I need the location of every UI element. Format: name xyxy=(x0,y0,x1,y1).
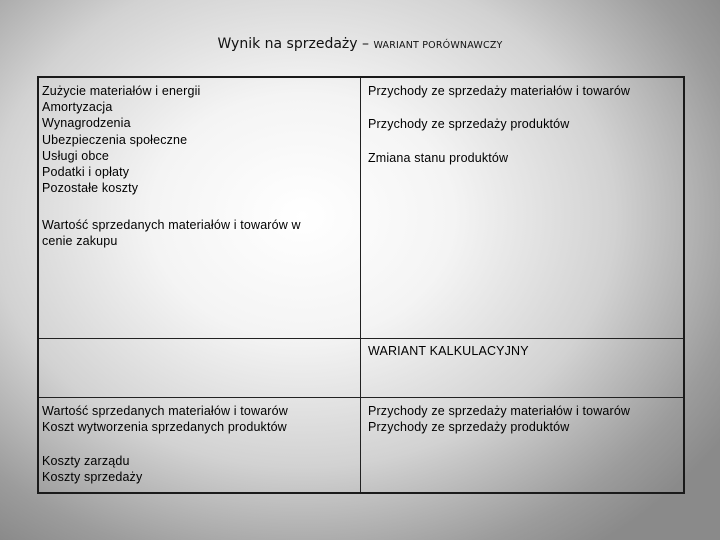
calculation-costs-cell xyxy=(42,403,288,435)
calculation-revenues-cell xyxy=(368,403,630,435)
page-title xyxy=(0,36,720,52)
cost-item: Koszt wytworzenia sprzedanych produktów xyxy=(42,420,287,435)
revenue-item: Przychody ze sprzedaży produktów xyxy=(368,117,570,131)
column-divider xyxy=(360,78,361,492)
cost-item: Wartość sprzedanych materiałów i towarów xyxy=(42,404,288,418)
cost-item: Zużycie materiałów i energii xyxy=(42,84,201,98)
overhead-item: Koszty sprzedaży xyxy=(42,470,143,485)
cost-item: Ubezpieczenia społeczne xyxy=(42,132,188,147)
goods-value-line: Wartość sprzedanych materiałów i towarów w xyxy=(42,218,301,232)
revenue-item: Zmiana stanu produktów xyxy=(368,151,509,165)
overheads-cell xyxy=(42,453,142,485)
comparative-costs-cell xyxy=(42,83,200,196)
cost-item: Pozostałe koszty xyxy=(42,181,139,196)
title-variant: WARIANT PORÓWNAWCZY xyxy=(373,40,503,51)
revenue-item: Przychody ze sprzedaży materiałów i towarów xyxy=(368,404,631,418)
goods-value-line: cenie zakupu xyxy=(42,234,118,249)
revenue-item: Przychody ze sprzedaży materiałów i towarów xyxy=(368,84,631,98)
cost-item: Podatki i opłaty xyxy=(42,165,130,180)
cost-item: Amortyzacja xyxy=(42,100,113,115)
overhead-item: Koszty zarządu xyxy=(42,454,130,468)
calculation-variant-label: WARIANT KALKULACYJNY xyxy=(368,344,529,358)
goods-value-cell xyxy=(42,217,301,249)
cost-item: Usługi obce xyxy=(42,148,109,163)
row-divider-bottom xyxy=(39,397,683,398)
cost-item: Wynagrodzenia xyxy=(42,116,131,131)
comparison-table xyxy=(37,76,685,494)
title-main: Wynik na sprzedaży – xyxy=(217,36,374,52)
revenue-item: Przychody ze sprzedaży produktów xyxy=(368,420,570,435)
row-divider-top xyxy=(39,338,683,339)
